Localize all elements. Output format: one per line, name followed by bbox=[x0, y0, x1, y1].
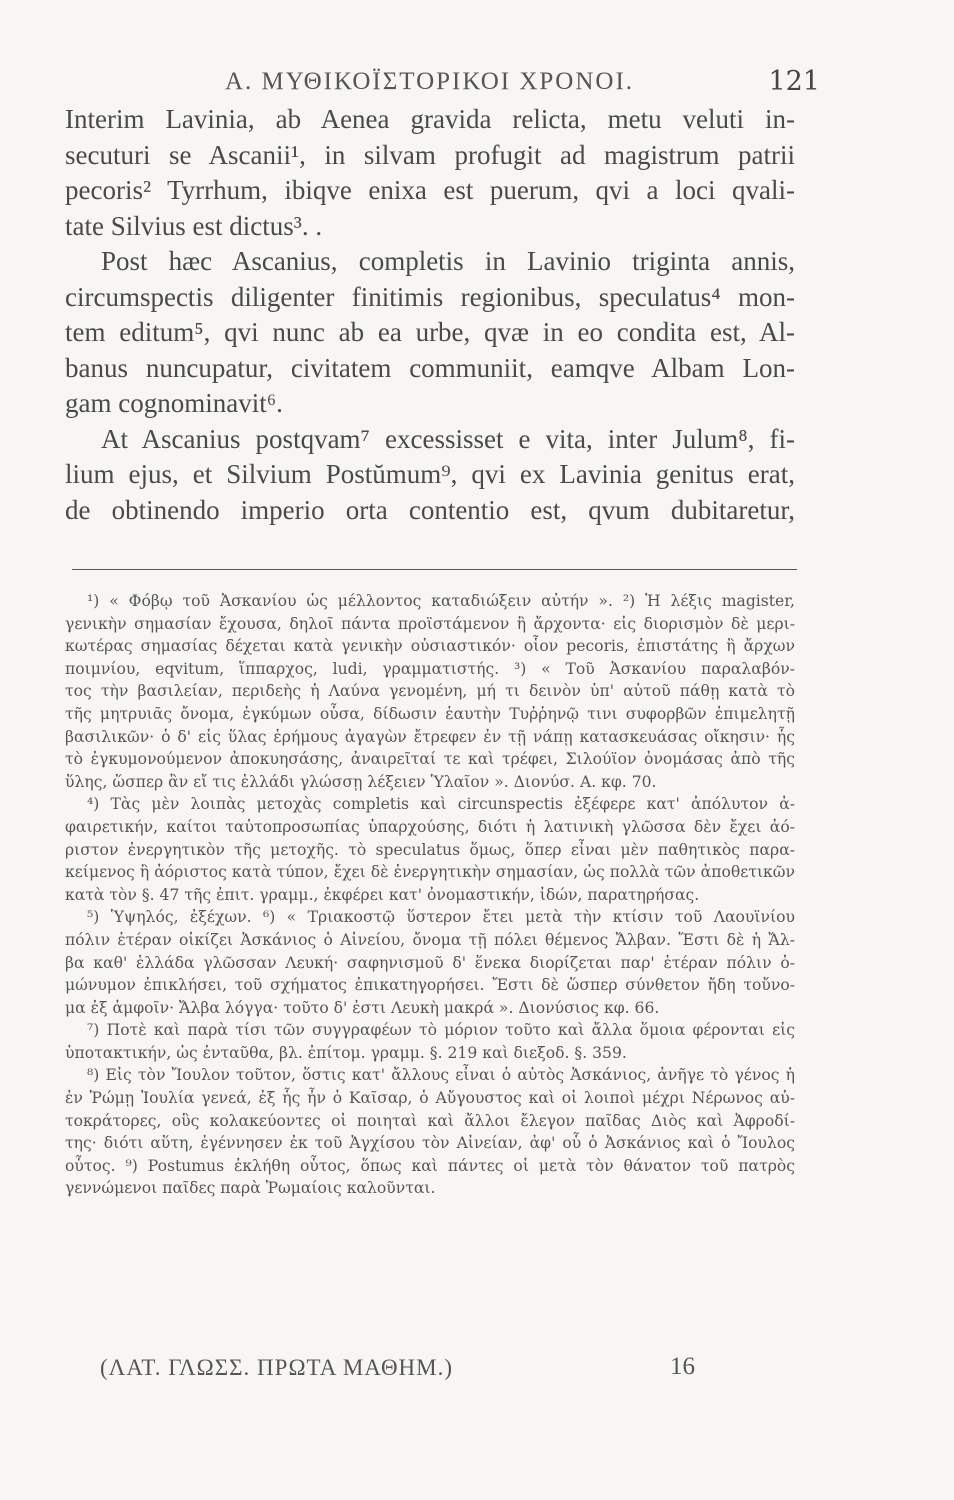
main-text-line: banus nuncupatur, civitatem communiit, eamqve Albam Lon- bbox=[65, 352, 795, 383]
footnote-line: ⁸) Εἰς τὸν Ἴουλον τοῦτον, ὅστις κατ' ἄλλους εἶναι ὁ αὐτὸς Ἀσκάνιος, ἀνῆγε τὸ γένος ἡ bbox=[87, 1066, 795, 1085]
footnote-line: ἐν Ῥώμῃ Ἰουλία γενεά, ἐξ ἧς ἦν ὁ Καῖσαρ, ὁ Αὔγουστος καὶ οἱ λοιποὶ μέχρι Νέρωνος αὐ- bbox=[65, 1089, 795, 1108]
footnote-line: κωτέρας σημασίας δέχεται κατὰ γενικὴν οὐσιαστικόν· οἷον pecoris, ἐπιστάτης ἢ ἄρχων bbox=[65, 637, 795, 656]
footnote-line: πόλιν ἑτέραν οἰκίζει Ἀσκάνιος ὁ Αἰνείου, ὄνομα τῇ πόλει θέμενος Ἄλβαν. Ἔστι δὲ ἡ Ἄλ- bbox=[65, 930, 795, 949]
footnote-line: οὗτος. ⁹) Postumus ἐκλήθη οὗτος, ὅπως καὶ πάντες οἱ μετὰ τὸν θάνατον τοῦ πατρὸς bbox=[65, 1156, 795, 1175]
main-text-line: gam cognominavit⁶. bbox=[65, 388, 283, 418]
main-text-line: circumspectis diligenter finitimis regionibus, speculatus⁴ mon- bbox=[65, 281, 795, 312]
main-text-line: Interim Lavinia, ab Aenea gravida relicta, metu veluti in- bbox=[65, 104, 795, 134]
footnote-line: ποιμνίου, eqvitum, ἵππαρχος, ludi, γραμματιστής. ³) « Τοῦ Ἀσκανίου παραλαβόν- bbox=[65, 659, 795, 678]
page-footer bbox=[100, 1355, 800, 1391]
main-text-line: pecoris² Tyrrhum, ibiqve enixa est puerum, qvi a loci qvali- bbox=[65, 175, 795, 205]
footnote-line: τὸ ἐγκυμονούμενον ἀποκυησάσης, ἀναιρεῖταί τε καὶ τρέφει, Σιλούϊον ὀνομάσας ἀπὸ τῆς bbox=[65, 750, 795, 769]
footnote-line: βα καθ' ἑλλάδα γλῶσσαν Λευκή· σαφηνισμοῦ δ' ἕνεκα διορίζεται παρ' ἑτέραν πόλιν ὁ- bbox=[65, 953, 795, 972]
footnote-line: τῆς μητρυιᾶς ὄνομα, ἐγκύμων οὖσα, δίδωσιν ἑαυτὴν Τυῤῥηνῷ τινι συφορβῶν ἐπιμελητῇ bbox=[65, 704, 795, 723]
footnote-line: μώνυμον ἐπικλήσει, τοῦ σχήματος ἐπικατηγορήσει. Ἔστι δὲ ὥσπερ σύνθετον ἤδη τοὔνο- bbox=[65, 976, 795, 995]
footnote-line: γενικὴν σημασίαν ἔχουσα, δηλοῖ πάντα προϊστάμενον ἢ ἄρχοντα· εἰς διορισμὸν δὲ μερι- bbox=[65, 614, 795, 633]
footnote-line: τος τὴν βασιλείαν, περιδεὴς ἡ Λαύνα γενομένη, μή τι δεινὸν ὑπ' αὐτοῦ πάθῃ κατὰ τὸ bbox=[65, 682, 795, 701]
main-text-line: lium ejus, et Silvium Postŭmum⁹, qvi ex Lavinia genitus erat, bbox=[65, 459, 795, 489]
footnote-line: γεννώμενοι παῖδες παρὰ Ῥωμαίοις καλοῦνται. bbox=[65, 1179, 436, 1198]
signature-mark: (ΛΑΤ. ΓΛΩΣΣ. ΠΡΩΤΑ ΜΑΘΗΜ.) bbox=[100, 1355, 454, 1380]
signature-number: 16 bbox=[670, 1353, 695, 1380]
main-text bbox=[65, 102, 795, 528]
footnote-line: τοκράτορες, οὓς κολακεύοντες οἱ ποιηταὶ καὶ ἄλλοι ἔλεγον παῖδας Διὸς καὶ Ἀφροδί- bbox=[65, 1111, 795, 1130]
footnote-line: ριστον ἐνεργητικὸν τῆς μετοχῆς. τὸ speculatus ὅμως, ὅπερ εἶναι μὲν παθητικὸς παρα- bbox=[65, 840, 795, 859]
footnote-line: ὕλης, ὥσπερ ἂν εἴ τις ἑλλάδι γλώσσῃ λέξειεν Ὑλαῖον ». Διονύσ. Α. κφ. 70. bbox=[65, 772, 657, 791]
footnote-line: ⁵) Ὑψηλός, ἐξέχων. ⁶) « Τριακοστῷ ὕστερον ἔτει μετὰ τὴν κτίσιν τοῦ Λαουϊνίου bbox=[87, 908, 795, 927]
main-text-line: Post hæc Ascanius, completis in Lavinio triginta annis, bbox=[101, 246, 795, 276]
main-text-line: At Ascanius postqvam⁷ excessisset e vita, inter Julum⁸, fi- bbox=[101, 423, 795, 454]
footnote-line: βασιλικῶν· ὁ δ' εἰς ὕλας ἐρήμους ἀγαγὼν ἔτρεφεν ἐν τῇ νάπῃ κατασκευάσας οἴκησιν· ἧς bbox=[65, 727, 795, 746]
footnote-line: φαιρετικήν, καίτοι ταὐτοπροσωπίας ὑπαρχούσης, διότι ἡ λατινικὴ γλῶσσα δὲν ἔχει ἀό- bbox=[65, 817, 795, 836]
footnote-line: ὑποτακτικήν, ὡς ἐνταῦθα, βλ. ἐπίτομ. γραμμ. §. 219 καὶ διεξοδ. §. 359. bbox=[65, 1043, 627, 1062]
running-title: Α. ΜΥΘΙΚΟΪΣΤΟΡΙΚΟΙ ΧΡΟΝΟΙ. bbox=[225, 68, 635, 95]
footnotes bbox=[65, 590, 795, 1200]
footnote-line: ¹) « Φόβῳ τοῦ Ἀσκανίου ὡς μέλλοντος καταδιώξειν αὐτήν ». ²) Ἡ λέξις magister, bbox=[87, 592, 795, 610]
main-text-line: secuturi se Ascanii¹, in silvam profugit ad magistrum patrii bbox=[65, 139, 795, 170]
footnote-line: ⁴) Τὰς μὲν λοιπὰς μετοχὰς completis καὶ circunspectis ἐξέφερε κατ' ἀπόλυτον ἀ- bbox=[87, 795, 795, 814]
main-text-line: de obtinendo imperio orta contentio est, qvum dubitaretur, bbox=[65, 494, 795, 525]
footnote-line: της· διότι αὕτη, ἐγέννησεν ἐκ τοῦ Ἀγχίσου τὸν Αἰνείαν, ἀφ' οὗ ὁ Ἀσκάνιος καὶ ὁ Ἴουλος bbox=[65, 1134, 795, 1153]
footnote-line: κείμενος ἢ ἀόριστος κατὰ τύπον, ἔχει δὲ ἐνεργητικὴν σημασίαν, ὡς πολλὰ τῶν ἀποθετικῶν bbox=[65, 863, 795, 882]
footnote-line: κατὰ τὸν §. 47 τῆς ἐπιτ. γραμμ., ἐκφέρει κατ' ὀνομαστικήν, ἰδών, παρατηρήσας. bbox=[65, 885, 700, 904]
main-text-line: tem editum⁵, qvi nunc ab ea urbe, qvæ in eo condita est, Al- bbox=[65, 317, 795, 347]
footnote-line: μα ἐξ ἀμφοῖν· Ἄλβα λόγγα· τοῦτο δ' ἐστι Λευκὴ μακρά ». Διονύσιος κφ. 66. bbox=[65, 998, 660, 1017]
page-header bbox=[100, 66, 820, 106]
main-text-line: tate Silvius est dictus³. . bbox=[65, 210, 323, 241]
footnote-divider bbox=[72, 569, 797, 570]
footnote-line: ⁷) Ποτὲ καὶ παρὰ τίσι τῶν συγγραφέων τὸ μόριον τοῦτο καὶ ἄλλα ὅμοια φέρονται εἰς bbox=[87, 1021, 795, 1040]
page-number: 121 bbox=[768, 66, 820, 97]
